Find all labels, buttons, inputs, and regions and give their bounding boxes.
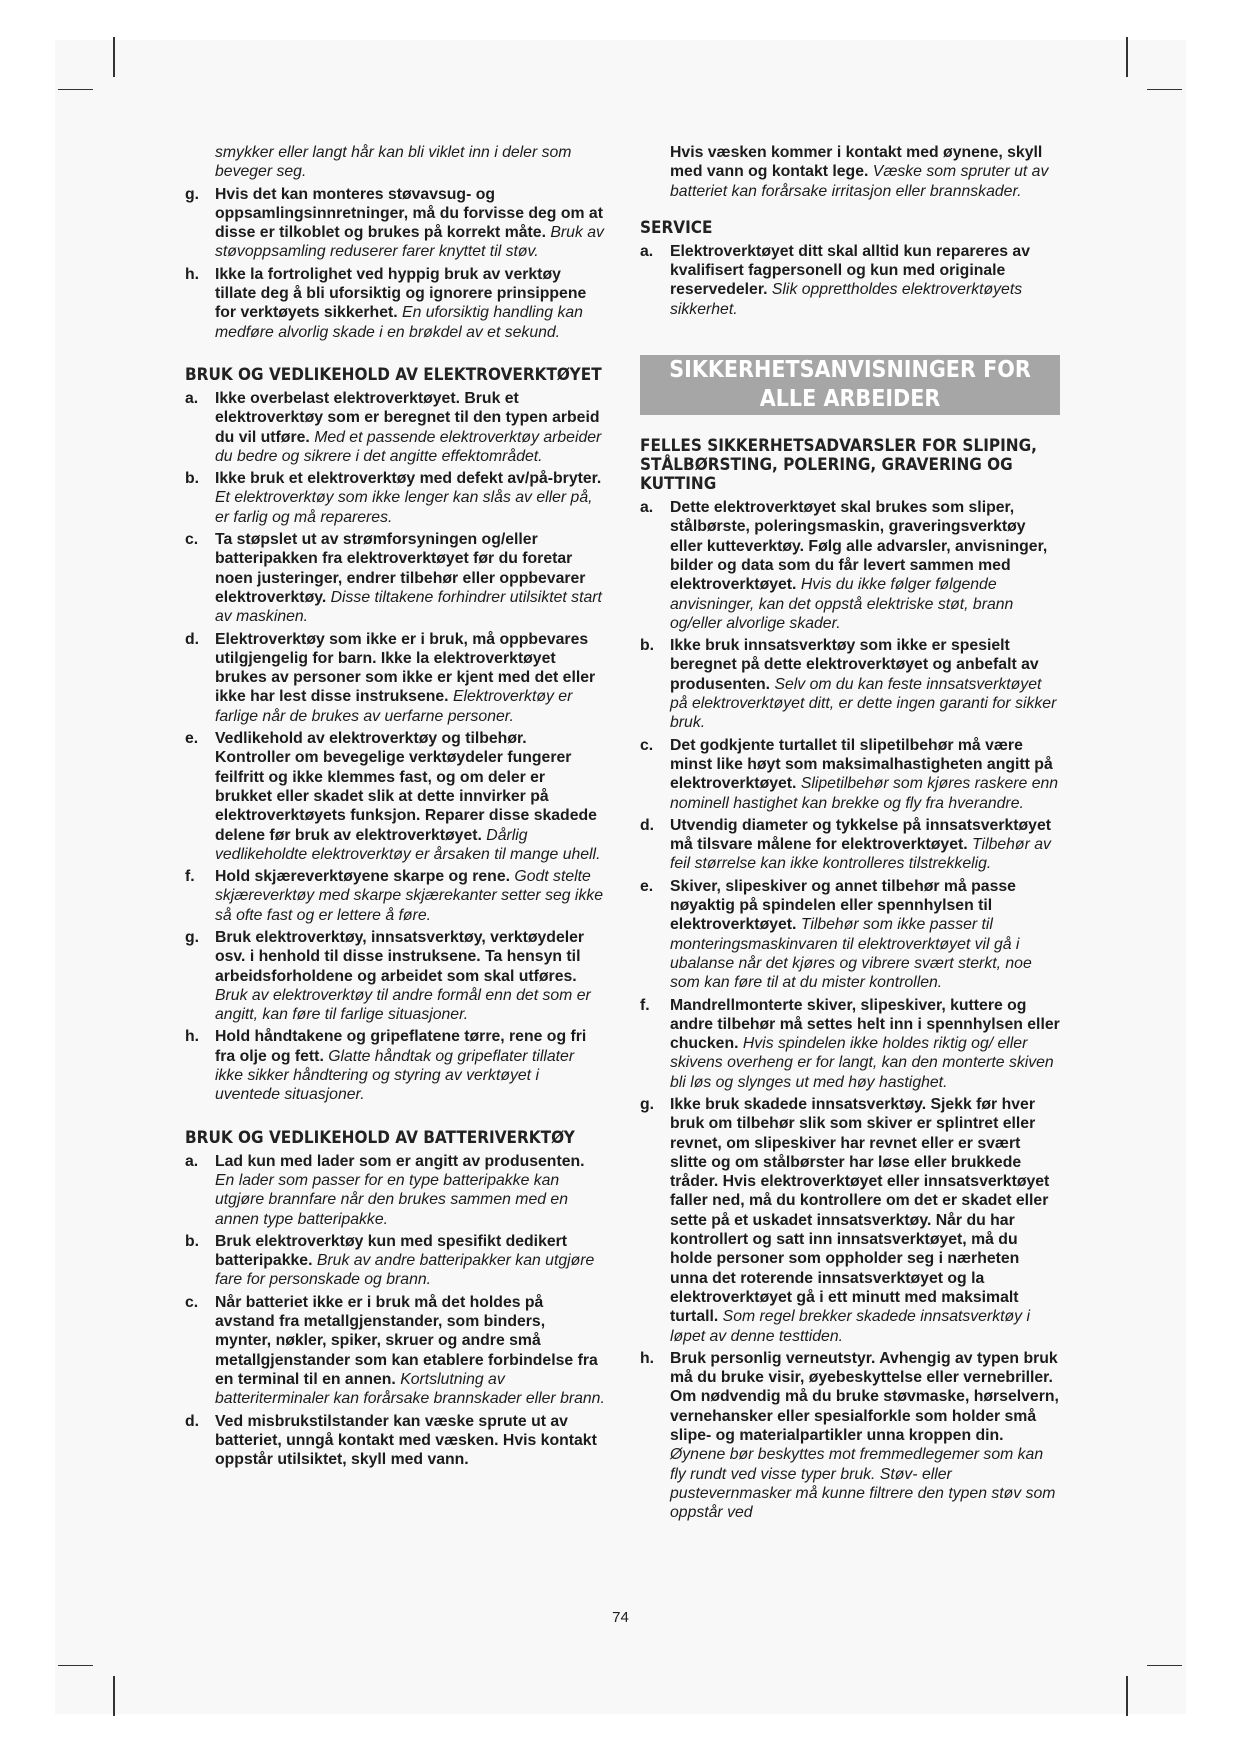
crop-mark — [113, 1676, 115, 1716]
list-item: f. Hold skjæreverktøyene skarpe og rene. Godt stelte skjæreverktøy med skarpe skjærekanter setter seg ikke så ofte fast og er lettere å føre. — [185, 868, 604, 924]
section-heading-service: SERVICE — [640, 217, 713, 238]
section-heading-use-maintenance: BRUK OG VEDLIKEHOLD AV ELEKTROVERKTØYET — [185, 364, 602, 385]
crop-mark — [58, 1665, 93, 1666]
continued-text: smykker eller langt hår kan bli viklet inn i deler som beveger seg. — [215, 144, 572, 181]
banner-line: ALLE ARBEIDER — [759, 386, 941, 413]
list-item: g. Bruk elektroverktøy, innsatsverktøy, verktøydeler osv. i henhold til disse instruksene. Ta hensyn til arbeidsforholdene og arbeidet som skal utføres. Bruk av elektroverktøy til andre formål enn det som er angitt, kan føre til farlige situasjoner. — [185, 928, 591, 1024]
section-banner — [640, 355, 1060, 415]
crop-mark — [1147, 89, 1182, 90]
crop-mark — [58, 89, 93, 90]
list-item: d. Elektroverktøy som ikke er i bruk, må oppbevares utilgjengelig for barn. Ikke la elektroverktøyet brukes av personer som ikke er kjent med det eller ikke har lest disse instruksene. Elektroverktøy er farlige når de brukes av uerfarne personer. — [185, 630, 596, 725]
list-item: e. Skiver, slipeskiver og annet tilbehør må passe nøyaktig på spindelen eller spennhylsen til elektroverktøyet. Tilbehør som ikke passer til monteringsmaskinvaren til elektroverktøyet vil gå i ubalanse når det kjøres og vibrere svært sterkt, noe som kan føre til at du mister kontrollen. — [640, 877, 1032, 992]
list-item: c. Ta støpslet ut av strømforsyningen og/eller batteripakken fra elektroverktøyet før du foretar noen justeringer, endrer tilbehør eller oppbevarer elektroverktøy. Disse tiltakene forhindrer utilsiktet start av maskinen. — [185, 531, 602, 626]
list-item: e. Vedlikehold av elektroverktøy og tilbehør. Kontroller om bevegelige verktøydeler fungerer feilfritt og ikke klemmes fast, og om deler er brukket eller skadet slik at dette innvirker på elektroverktøyets funksjon. Reparer disse skadede delene før bruk av elektroverktøyet. Dårlig vedlikeholdte elektroverktøy er årsaken til mange uhell. — [185, 730, 601, 863]
left-column — [185, 143, 605, 1472]
section-heading-battery: BRUK OG VEDLIKEHOLD AV BATTERIVERKTØY — [185, 1127, 575, 1148]
list-item: h. Bruk personlig verneutstyr. Avhengig av typen bruk må du bruke visir, øyebeskyttelse eller vernebriller. Om nødvendig må du bruke støvmaske, hørselvern, vernehansker eller spesialforkle som holder små slipe- og materialpartikler unna kroppen din. Øynene bør beskyttes mot fremmedlegemer som kan fly rundt ved visse typer bruk. Støv- eller pustevernmasker må kunne filtrere den typen støv som oppstår ved — [640, 1349, 1059, 1522]
right-column — [640, 143, 1060, 1526]
list-item: c. Det godkjente turtallet til slipetilbehør må være minst like høyt som maksimalhastigheten angitt på elektroverktøyet. Slipetilbehør som kjøres raskere enn nominell hastighet kan brekke og fly fra hverandre. — [640, 736, 1059, 812]
page-number: 74 — [612, 1609, 629, 1626]
list-item: a. Dette elektroverktøyet skal brukes som sliper, stålbørste, poleringsmaskin, graveringsverktøy eller kutteverktøy. Følg alle advarsler, anvisninger, bilder og data som du får levert sammen med elektroverktøyet. Hvis du ikke følger følgende anvisninger, kan det oppstå elektriske støt, brann og/eller alvorlige skader. — [640, 499, 1048, 632]
list-item: c. Når batteriet ikke er i bruk må det holdes på avstand fra metallgjenstander, som binders, mynter, nøkler, spiker, skruer og andre små metallgjenstander som kan etablere forbindelse fra en terminal til en annen. Kortslutning av batteriterminaler kan forårsake brannskader eller brann. — [185, 1293, 605, 1408]
banner-line: SIKKERHETSANVISNINGER FOR — [669, 357, 1031, 384]
crop-mark — [1126, 37, 1128, 77]
list-item: d. Utvendig diameter og tykkelse på innsatsverktøyet må tilsvare målene for elektroverktøyet. Tilbehør av feil størrelse kan ikke kontrolleres tilstrekkelig. — [640, 816, 1052, 873]
continued-text: Hvis væsken kommer i kontakt med øynene, skyll med vann og kontakt lege. Væske som spruter ut av batteriet kan forårsake irritasjon eller brannskader. — [670, 144, 1049, 200]
list-item: a. Lad kun med lader som er angitt av produsenten. En lader som passer for en type batteripakke kan utgjøre brannfare når den brukes sammen med en annen type batteripakke. — [185, 1152, 585, 1228]
list-item: g. Ikke bruk skadede innsatsverktøy. Sjekk før hver bruk om tilbehør slik som skiver er splintret eller revnet, om slipeskiver har revnet eller er svært slitte og om stålbørster har løse eller brukkede tråder. Hvis elektroverktøyet eller innsatsverktøyet faller ned, må du kontrollere om det er skadet eller sette på et uskadet innsatsverktøy. Når du har kontrollert og satt inn innsatsverktøyet, må du holde personer som oppholder seg i nærheten unna det roterende innsatsverktøyet og la elektroverktøyet gå i ett minutt med maksimalt turtall. Som regel brekker skadede innsatsverktøy i løpet av denne testtiden. — [640, 1095, 1050, 1345]
list-item: a. Elektroverktøyet ditt skal alltid kun repareres av kvalifisert fagpersonell og kun med originale reservedeler. Slik opprettholdes elektroverktøyets sikkerhet. — [640, 242, 1030, 318]
crop-mark — [1147, 1665, 1182, 1666]
list-item: g. Hvis det kan monteres støvavsug- og oppsamlingsinnretninger, må du forvisse deg om at disse er tilkoblet og brukes på korrekt måte. Bruk av støvoppsamling reduserer farer knyttet til støv. — [185, 185, 604, 261]
section-heading-common-warnings: FELLES SIKKERHETSADVARSLER FOR SLIPING, STÅLBØRSTING, POLERING, GRAVERING OG KUTTING — [640, 436, 1037, 495]
list-item: h. Ikke la fortrolighet ved hyppig bruk av verktøy tillate deg å bli uforsiktig og ignorere prinsippene for verktøyets sikkerhet. En uforsiktig handling kan medføre alvorlig skade i en brøkdel av et sekund. — [185, 265, 587, 341]
list-item: d. Ved misbrukstilstander kan væske sprute ut av batteriet, unngå kontakt med væsken. Hvis kontakt oppstår utilsiktet, skyll med vann. — [185, 1412, 597, 1469]
list-item: f. Mandrellmonterte skiver, slipeskiver, kuttere og andre tilbehør må settes helt inn i spennhylsen eller chucken. Hvis spindelen ikke holdes riktig og/ eller skivens overheng er for langt, kan den monterte skiven bli løs og slynges ut med høy hastighet. — [640, 996, 1060, 1091]
list-item: b. Ikke bruk et elektroverktøy med defekt av/på-bryter. Et elektroverktøy som ikke lenger kan slås av eller på, er farlig og må repareres. — [185, 470, 602, 526]
list-item: b. Ikke bruk innsatsverktøy som ikke er spesielt beregnet på dette elektroverktøyet og anbefalt av produsenten. Selv om du kan feste innsatsverktøyet på elektroverktøyet ditt, er dette ingen garanti for sikker bruk. — [640, 637, 1057, 732]
crop-mark — [113, 37, 115, 77]
list-item: b. Bruk elektroverktøy kun med spesifikt dedikert batteripakke. Bruk av andre batteripakker kan utgjøre fare for personskade og brann. — [185, 1232, 595, 1289]
crop-mark — [1126, 1676, 1128, 1716]
list-item: h. Hold håndtakene og gripeflatene tørre, rene og fri fra olje og fett. Glatte håndtak og gripeflater tillater ikke sikker håndtering og styring av verktøyet i uventede situasjoner. — [185, 1028, 587, 1104]
list-item: a. Ikke overbelast elektroverktøyet. Bruk et elektroverktøy som er beregnet til den typen arbeid du vil utføre. Med et passende elektroverktøy arbeider du bedre og sikrere i det angitte effektområdet. — [185, 389, 602, 465]
